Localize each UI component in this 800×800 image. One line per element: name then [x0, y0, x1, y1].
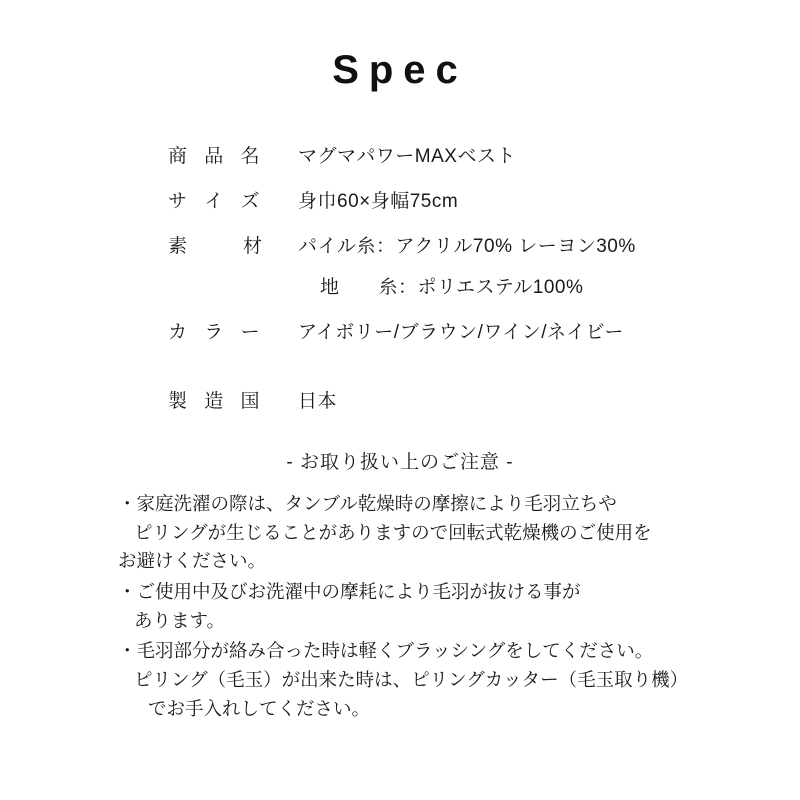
spec-label-size: サ イ ズ	[168, 191, 266, 212]
note-line: ・ご使用中及びお洗濯中の摩耗により毛羽が抜ける事が	[118, 581, 581, 603]
spec-label-material: 素 材	[168, 236, 269, 257]
list-item	[118, 578, 728, 635]
note-line: ・家庭洗濯の際は、タンブル乾燥時の摩擦により毛羽立ちや	[118, 493, 617, 514]
spec-value-material-ground: 地 糸：ポリエステル100%	[320, 277, 584, 298]
table-row	[168, 186, 728, 213]
page-title: Spec	[332, 48, 468, 92]
table-row	[168, 141, 728, 168]
note-line: お避けください。	[118, 550, 267, 572]
table-row	[168, 317, 728, 344]
spec-value-color: アイボリー/ブラウン/ワイン/ネイビー	[298, 322, 624, 343]
spec-value-origin: 日本	[298, 391, 338, 412]
spec-label-origin: 製 造 国	[168, 391, 266, 412]
spec-table	[168, 141, 728, 413]
spec-value-product-name: マグマパワーMAXベスト	[298, 146, 516, 167]
spec-value-size: 身巾60×身幅75cm	[298, 191, 459, 212]
table-row	[168, 272, 728, 299]
spec-label-product-name: 商 品 名	[168, 146, 266, 167]
note-line: あります。	[134, 609, 226, 631]
list-item	[118, 490, 728, 576]
spec-label-color: カ ラ ー	[168, 322, 266, 343]
note-line: ・毛羽部分が絡み合った時は軽くブラッシングをしてください。	[118, 640, 654, 662]
note-line: でお手入れしてください。	[148, 697, 371, 719]
note-line: ピリング（毛玉）が出来た時は、ピリングカッター（毛玉取り機）	[134, 669, 689, 691]
table-row	[168, 231, 728, 258]
note-line: ピリングが生じることがありますので回転式乾燥機のご使用を	[134, 521, 652, 543]
care-notes-list	[118, 490, 728, 723]
table-row	[168, 386, 728, 413]
spec-value-material-pile: パイル糸：アクリル70% レーヨン30%	[298, 236, 636, 257]
care-notes-heading: - お取り扱い上のご注意 -	[286, 452, 514, 473]
list-item	[118, 637, 728, 723]
